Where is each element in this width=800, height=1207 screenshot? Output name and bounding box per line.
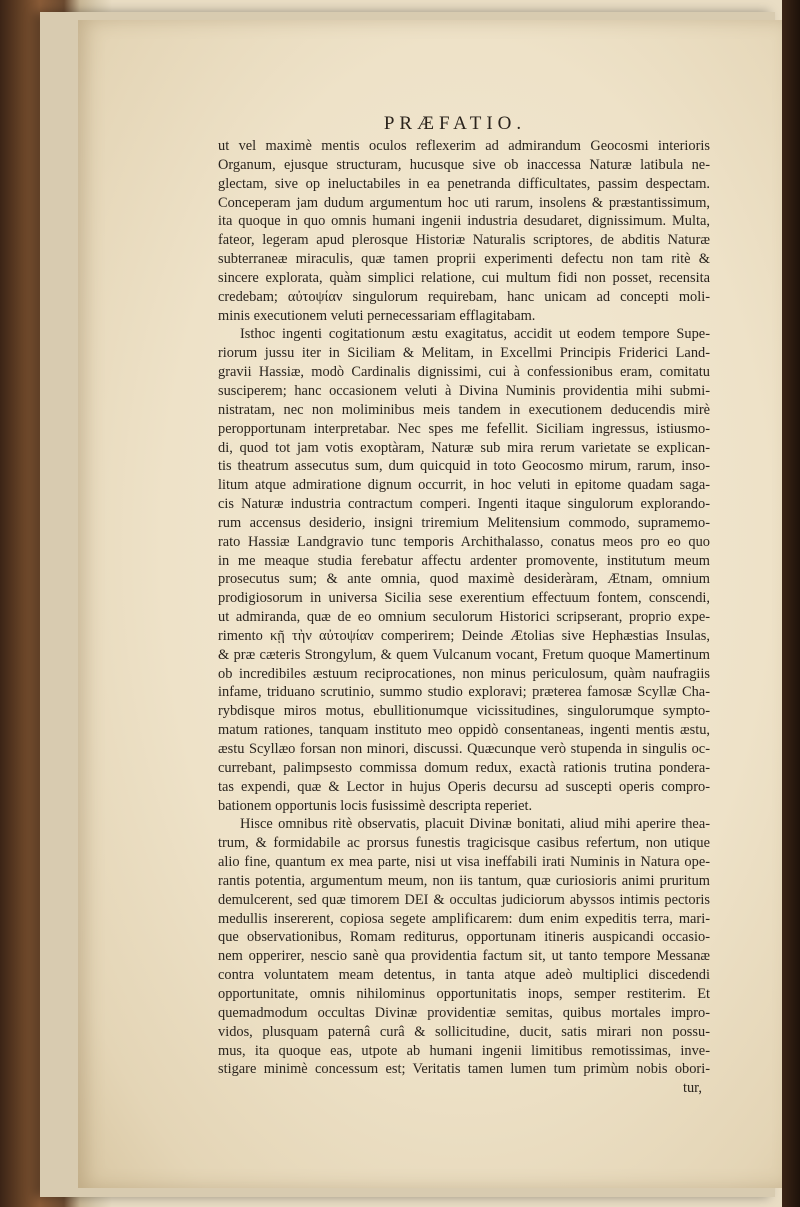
- running-header: PRÆFATIO.: [383, 113, 527, 134]
- text-line: Isthoc ingenti cogitationum æstu exagitatus, accidit ut eodem tempore Supe-: [240, 326, 710, 343]
- text-line: rimento κῇ τὴν αὐτοψίαν comperirem; Deinde Ætolias sive Hephæstias Insulas,: [218, 627, 710, 644]
- text-line: & præ cæteris Strongylum, & quem Vulcanum vocant, Fretum quoque Mamertinum: [218, 646, 710, 663]
- text-line: Hisce omnibus ritè observatis, placuit Divinæ bonitati, aliud mihi aperire thea-: [240, 816, 710, 833]
- text-line: rato Hassiæ Landgravio tunc temporis Archithalasso, conatus meos pro eo quo: [218, 533, 710, 550]
- text-line: prosecutus sum; & ante omnia, quod maximè desideràram, Ætnam, omnium: [218, 571, 710, 588]
- text-line: infame, triduano scrutinio, summo studio exploravi; præterea famosæ Scyllæ Cha-: [218, 684, 710, 701]
- text-line: ut vel maximè mentis oculos reflexerim ad admirandum Geocosmi interioris: [218, 138, 710, 154]
- text-line: susciperem; hanc occasionem veluti à Divina Numinis providentia mihi submi-: [218, 382, 710, 399]
- text-line: riorum jussu iter in Siciliam & Melitam, in Excellmi Principis Friderici Land-: [218, 345, 710, 362]
- text-line: credebam; αὐτοψίαν singulorum requirebam, hanc unicam ad concepti moli-: [218, 288, 710, 305]
- text-line: matum rationes, tanquam instituto meo oppidò consentaneas, ingenti mentis æstu,: [218, 722, 710, 739]
- text-line: Organum, ejusque structuram, hucusque sive ob inaccessa Naturæ latibula ne-: [218, 156, 710, 173]
- text-line: minis executionem veluti pernecessariam efflagitabam.: [218, 307, 536, 324]
- text-line: que observationibus, Romam rediturus, opportunam itineris auspicandi occasio-: [218, 929, 710, 946]
- text-line: rantis potentia, argumentum meum, non iis tantum, quæ curiosioris animi pruritum: [218, 872, 710, 889]
- text-line: ob incredibiles æstuum reciprocationes, non minus periculosum, quàm naufragiis: [218, 665, 710, 682]
- text-line: ita quoque in quo omnis humani ingenii industria desudaret, dignissimum. Multa,: [218, 213, 710, 230]
- text-line: currebant, palimpsesto commissa domum redux, exactà rationis trutina pondera-: [218, 759, 710, 776]
- text-line: litum atque admiratione dignum occurrit, in hoc veluti in epitome quadam saga-: [218, 477, 710, 494]
- cover-edge: [782, 0, 800, 1207]
- text-line: sincere explorata, quàm simplici relatione, cui multum fidi non posset, recensita: [218, 269, 710, 286]
- text-line: ut admiranda, quæ de eo omnium seculorum Historici scripserant, proprio expe-: [218, 609, 710, 626]
- text-line: opportunitate, omnis nihilominus opportunitatis inops, semper restiterim. Et: [218, 985, 710, 1002]
- text-line: mus, ita quoque eas, utpote ab humani ingenii limitibus remotissimas, inve-: [218, 1042, 710, 1059]
- text-line: æstu Scyllæo forsan non minori, discussi. Quæcunque verò stupenda in singulis oc-: [218, 741, 710, 757]
- text-line: prodigiosorum in universa Sicilia sese exerentium effectuum fontem, conscendi,: [218, 590, 710, 607]
- text-line: in me meaque studia ferebatur affectu ardenter promovente, institutum meum: [218, 552, 710, 569]
- text-line: quemadmodum occultas Divinæ providentiæ semitas, quibus mortales impro-: [218, 1004, 710, 1021]
- text-line: Conceperam jam dudum argumentum hoc uti rarum, insolens & præstantissimum,: [218, 194, 710, 211]
- text-line: nem opperirer, nescio sanè qua providentia factum sit, ut tanto tempore Messanæ: [218, 948, 710, 965]
- text-line: vidos, plusquam paternâ curâ & sollicitudine, ducit, satis mirari non possu-: [218, 1023, 710, 1040]
- body-text: [218, 137, 710, 1098]
- text-line: subterraneæ miraculis, quæ tamen proprii experimenti defectu non tam ritè &: [218, 251, 710, 268]
- text-line: tas expendi, quæ & Lector in hujus Operis decursu ad suscepti operis compro-: [218, 778, 710, 795]
- text-line: demulcerent, sed quæ timorem DEI & occultas judiciorum abyssos intimis pectoris: [218, 891, 710, 908]
- text-line: rybdisque miros motus, ebullitionumque vicissitudines, singulorumque sympto-: [218, 703, 710, 720]
- text-line: peropportunam interpretabar. Nec spes me fefellit. Siciliam ingressus, istiusmo-: [218, 420, 710, 437]
- text-line: cis Naturæ industria contractum comperi. Ingenti itaque singulorum explorando-: [218, 496, 710, 513]
- text-line: alio fine, quantum ex mea parte, nisi ut visa ineffabili irati Numinis in Natura ope-: [218, 854, 710, 871]
- text-line: contra voluntatem meam detentus, in tanta atque adeò multiplici discedendi: [218, 967, 710, 984]
- text-line: fateor, legeram apud plerosque Historiæ Naturalis scriptores, de abditis Naturæ: [218, 232, 710, 249]
- text-line: medullis insererent, copiosa segete amplificarem: dum enim expeditis terra, mari-: [218, 910, 710, 927]
- text-line: stigare minimè concessum est; Veritatis tamen lumen tum primùm nobis obori-: [218, 1061, 710, 1078]
- text-line: glectam, sive op ineluctabiles in ea penetranda difficultates, passim despectam.: [218, 175, 710, 192]
- text-line: nistratam, nec non moliminibus meis tandem in executionem deducendis mirè: [218, 401, 710, 418]
- text-line: bationem opportunis locis fusissimè descripta reperiet.: [218, 797, 533, 814]
- text-line: di, quod tot jam votis exoptàram, Naturæ sub mira rerum varietate se explican-: [218, 439, 710, 456]
- catchword: tur,: [682, 1080, 702, 1097]
- text-line: rum accensus desiderio, insigni triremium Melitensium commodo, supramemo-: [218, 514, 710, 531]
- text-line: gravii Hassiæ, modò Cardinalis dignissimi, cui à confessionibus eram, comitatu: [218, 364, 710, 381]
- text-line: tis theatrum assecutus sum, dum quicquid in toto Geocosmo mirum, rarum, inso-: [218, 458, 710, 475]
- text-line: trum, & formidabile ac prorsus funestis tragicisque casibus refertum, non utique: [218, 835, 710, 852]
